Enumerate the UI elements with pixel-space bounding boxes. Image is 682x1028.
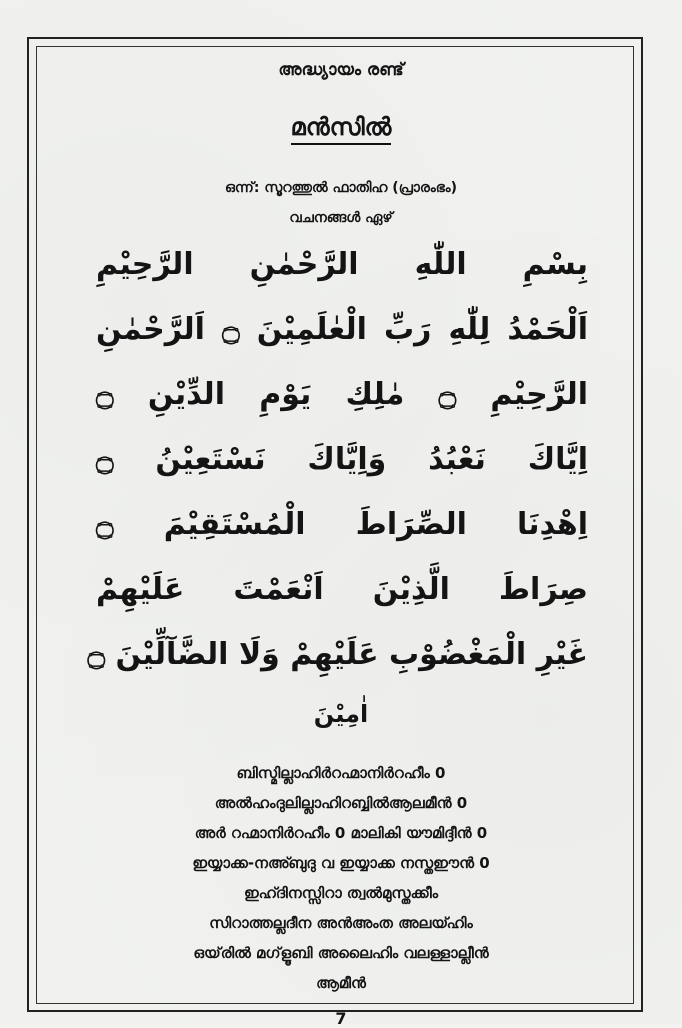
transliteration-line: ഒയ്‌രിൽ മഗ്‌ളൂബി അലൈഹിം വലള്ളാല്ലീൻ	[193, 944, 489, 962]
page-number: 7	[335, 1009, 347, 1028]
surah-subtitle: ഒന്ന്: സൂറത്തുൽ ഫാതിഹ (പ്രാരംഭം)	[224, 180, 458, 196]
arabic-line: صِرَاطَ الَّذِيْنَ اَنْعَمْتَ عَلَيْهِمْ	[96, 572, 588, 607]
page-title-text: മൻസിൽ	[291, 113, 392, 145]
transliteration-line: ഇഹ്ദിനസ്സിറാ ത്വൽമുസ്തക്കീം	[243, 884, 439, 902]
transliteration-line: ആമീൻ	[316, 974, 366, 992]
arabic-text-block	[87, 232, 588, 687]
transliteration-line: അർ റഹ്മാനിർറഹീം 0 മാലികി യൗമിദ്ദീൻ 0	[194, 824, 488, 842]
chapter-heading: അദ്ധ്യായം രണ്ട്	[278, 60, 404, 80]
page-title	[0, 113, 682, 141]
arabic-line: اِهْدِنَا الصِّرَاطَ الْمُسْتَقِيْمَ ۝	[96, 507, 588, 542]
ameen-arabic: اٰمِيْنَ	[313, 700, 369, 728]
transliteration-line: സിറാത്തല്ലദീന അൻഅംത അലയ്ഹിം	[209, 914, 473, 932]
arabic-line: غَيْرِ الْمَغْضُوْبِ عَلَيْهِمْ وَلَا الضَّآلِّيْنَ ۝	[87, 637, 588, 672]
transliteration-block	[0, 758, 682, 998]
arabic-line: اِيَّاكَ نَعْبُدُ وَاِيَّاكَ نَسْتَعِيْنُ ۝	[96, 442, 588, 477]
transliteration-line: അൽഹംദുലില്ലാഹിറബ്ബിൽആലമീൻ 0	[214, 794, 468, 812]
transliteration-line: ഇയ്യാക്ക-നഅ്ബുദു വ ഇയ്യാക്ക നസ്തഈൻ 0	[192, 854, 490, 872]
arabic-line: اَلْحَمْدُ لِلّٰهِ رَبِّ الْعٰلَمِيْنَ ۝ اَلرَّحْمٰنِ	[96, 312, 588, 347]
verse-count: വചനങ്ങൾ ഏഴ്	[289, 210, 393, 226]
arabic-line: الرَّحِيْمِ ۝ مٰلِكِ يَوْمِ الدِّيْنِ ۝	[96, 377, 588, 412]
arabic-line: بِسْمِ اللّٰهِ الرَّحْمٰنِ الرَّحِيْمِ	[96, 247, 588, 282]
transliteration-line: ബിസ്മില്ലാഹിർറഹ്മാനിർറഹീം 0	[236, 764, 446, 782]
